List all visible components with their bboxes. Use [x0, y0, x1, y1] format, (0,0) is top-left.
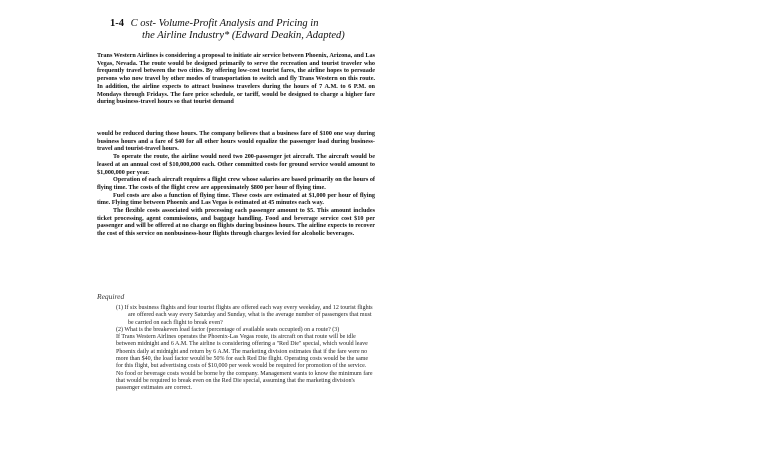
title-line-1 [110, 18, 410, 30]
body-paragraphs-block [97, 130, 375, 238]
paragraph-crew: Operation of each aircraft requires a flight crew whose salaries are based primarily on the hours of flying time. The costs of the flight crew are approximately $800 per hour of flying time. [97, 176, 375, 191]
questions-block [116, 305, 374, 393]
paragraph-flexible-costs: The flexible costs associated with processing each passenger amount to $5. This amount includes ticket processing, agent commissions, and baggage handling. Food and beverage service cost $10 per passenger and will be offered at no charge on flights during business hours. The airline expects to recover the cost of this service on nonbusiness-hour flights through charges levied for alcoholic beverages. [97, 207, 375, 238]
question-1: (1) If six business flights and four tourist flights are offered each way every weekday, and 12 tourist flights are offered each way every Saturday and Sunday, what is the average number of passengers that must be carried on each flight to break even? [116, 305, 373, 326]
paragraph-intro: Trans Western Airlines is considering a proposal to initiate air service between Phoenix, Arizona, and Las Vegas, Nevada. The route would be designed primarily to serve the recreation and tourist traveler who frequently travel between the two cities. By offering low-cost tourist fares, the airline hopes to persuade persons who now travel by other modes of transportation to switch and fly Trans Western on this route. In addition, the airline expects to attract business travelers during the hours of 7 A.M. to 6 P.M. on Mondays through Fridays. The fare price schedule, or tariff, would be designed to charge a higher fare during business-travel hours so that tourist demand [97, 52, 375, 106]
case-title [110, 18, 410, 42]
paragraph-fares: would be reduced during those hours. The company believes that a business fare of $100 one way during business hours and a fare of $40 for all other hours would equalize the passenger load during business-travel and tourist-travel hours. [97, 130, 375, 153]
case-number: 1-4 [110, 18, 124, 29]
question-2: (2) What is the breakeven load factor (percentage of available seats occupied) on a route? (3) [116, 326, 340, 333]
paragraph-aircraft: To operate the route, the airline would need two 200-passenger jet aircraft. The aircraft would be leased at an annual cost of $10,000,000 each. Other committed costs for ground service would amount to $1,000,000 per year. [97, 153, 375, 176]
question-3: If Trans Western Airlines operates the Phoenix-Las Vegas route, its aircraft on that route will be idle between midnight and 6 A.M. The airline is considering offering a "Red Die" special, which would leave Phoenix daily at midnight and return by 6 A.M. The marketing division estimates that if the fare were no more than $40, the load factor would be 50% for each Red Die flight. Operating costs would be the same for this flight, but advertising costs of $10,000 per week would be required for promotion of the service. No food or beverage costs would be borne by the company. Management wants to know the minimum fare that would be required to break even on the Red Die special, assuming that the marketing division's passenger estimates are correct. [116, 334, 373, 392]
paragraph-fuel: Fuel costs are also a function of flying time. These costs are estimated at $1,000 per hour of flying time. Flying time between Phoenix and Las Vegas is estimated at 45 minutes each way. [97, 191, 375, 207]
required-heading: Required [97, 292, 125, 301]
intro-paragraph-block [97, 52, 375, 106]
title-line-2: the Airline Industry* (Edward Deakin, Adapted) [142, 30, 345, 41]
title-text-1: C ost- Volume-Profit Analysis and Pricing in [130, 18, 319, 29]
